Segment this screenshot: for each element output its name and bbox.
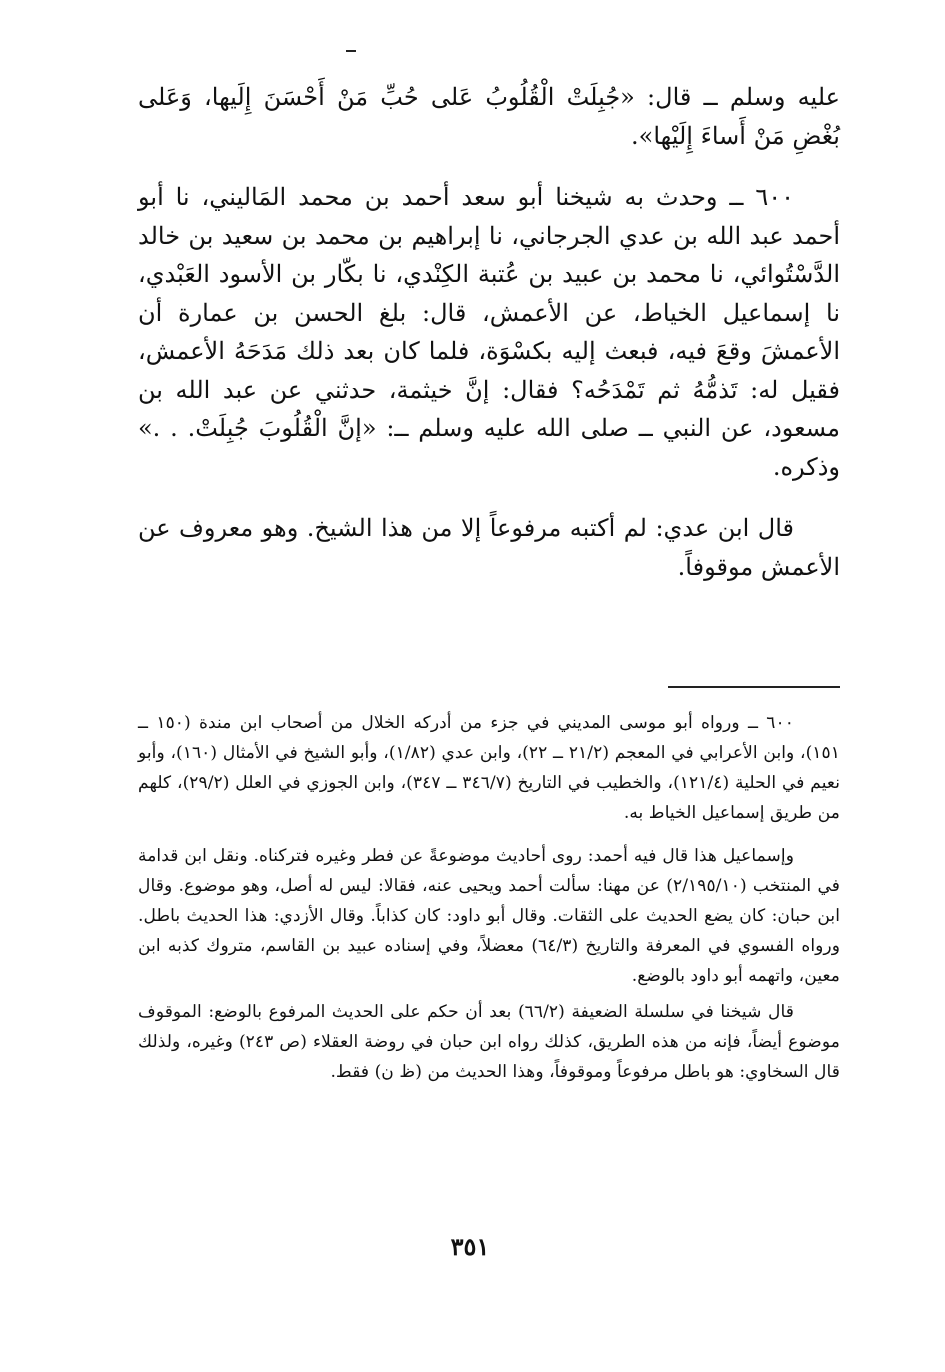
footnote-600: ٦٠٠ ــ ورواه أبو موسى المديني في جزء من أدركه الخلال من أصحاب ابن مندة (١٥٠ ــ ١٥١)، وابن الأعرابي في المعجم (٢١/٢ ــ ٢٢)، وابن عدي (١/٨٢)، وأبو الشيخ في الأمثال (١٦٠)، وأبو نعيم في الحلية (١٢١/٤)، والخطيب في التاريخ (٣٤٦/٧ ــ ٣٤٧)، وابن الجوزي في العلل (٢٩/٢)، كلهم من طريق إسماعيل الخياط به. — [138, 713, 840, 823]
paragraph-hadith-600: ٦٠٠ ــ وحدث به شيخنا أبو سعد أحمد بن محمد المَاليني، نا أبو أحمد عبد الله بن عدي الجرجاني، نا إبراهيم بن محمد بن سعيد بن خالد الدَّسْتُوائي، نا محمد بن عبيد بن عُتبة الكِنْدي، نا بكّار بن الأسود العَبْدي، نا إسماعيل الخياط، عن الأعمش، قال: بلغ الحسن بن عمارة أن الأعمشَ وقعَ فيه، فبعث إليه بكسْوَة، فلما كان بعد ذلك مَدَحَهُ الأعمش، فقيل له: تَذمُّهُ ثم تَمْدَحُه؟ فقال: إنَّ خيثمة، حدثني عن عبد الله بن مسعود، عن النبي ــ صلى الله عليه وسلم ــ: «إنَّ الْقُلُوبَ جُبِلَتْ. . .» وذكره. — [138, 183, 840, 481]
paragraph-ibn-adi: قال ابن عدي: لم أكتبه مرفوعاً إلا من هذا الشيخ. وهو معروف عن الأعمش موقوفاً. — [138, 514, 840, 581]
page-number: ٣٥١ — [450, 1232, 490, 1261]
footnote-ismail: وإسماعيل هذا قال فيه أحمد: روى أحاديث موضوعةً عن فطر وغيره فتركناه. ونقل ابن قدامة في المنتخب (٢/١٩٥/١٠) عن مهنا: سألت أحمد ويحيى عنه، فقالا: ليس له أصل، وهو موضوع. وقال ابن حبان: كان يضع الحديث على الثقات. وقال أبو داود: كان كذاباً. وقال الأزدي: هذا الحديث باطل. ورواه الفسوي في المعرفة والتاريخ (٦٤/٣) معضلاً، وفي إسناده عبيد بن القاسم، متروك كذبه ابن معين، واتهمه أبو داود بالوضع. — [138, 846, 841, 986]
footnote-separator — [668, 686, 840, 688]
footnotes — [138, 708, 840, 1087]
top-mark — [346, 50, 356, 52]
main-text — [138, 78, 840, 586]
footnote-shaykh: قال شيخنا في سلسلة الضعيفة (٦٦/٢) بعد أن حكم على الحديث المرفوع بالوضع: الموقوف موضوع أيضاً، فإنه من هذه الطريق، كذلك رواه ابن حبان في روضة العقلاء (ص ٢٤٣) وغيره، ولذلك قال السخاوي: هو باطل مرفوعاً وموقوفاً، وهذا الحديث من (ظ ن) فقط. — [138, 1002, 840, 1082]
paragraph-continuation: عليه وسلم ــ قال: «جُبِلَتْ الْقُلُوبُ عَلى حُبِّ مَنْ أَحْسَنَ إِلَيها، وَعَلى بُغْضِ مَنْ أَساءَ إِلَيْها». — [138, 83, 840, 150]
